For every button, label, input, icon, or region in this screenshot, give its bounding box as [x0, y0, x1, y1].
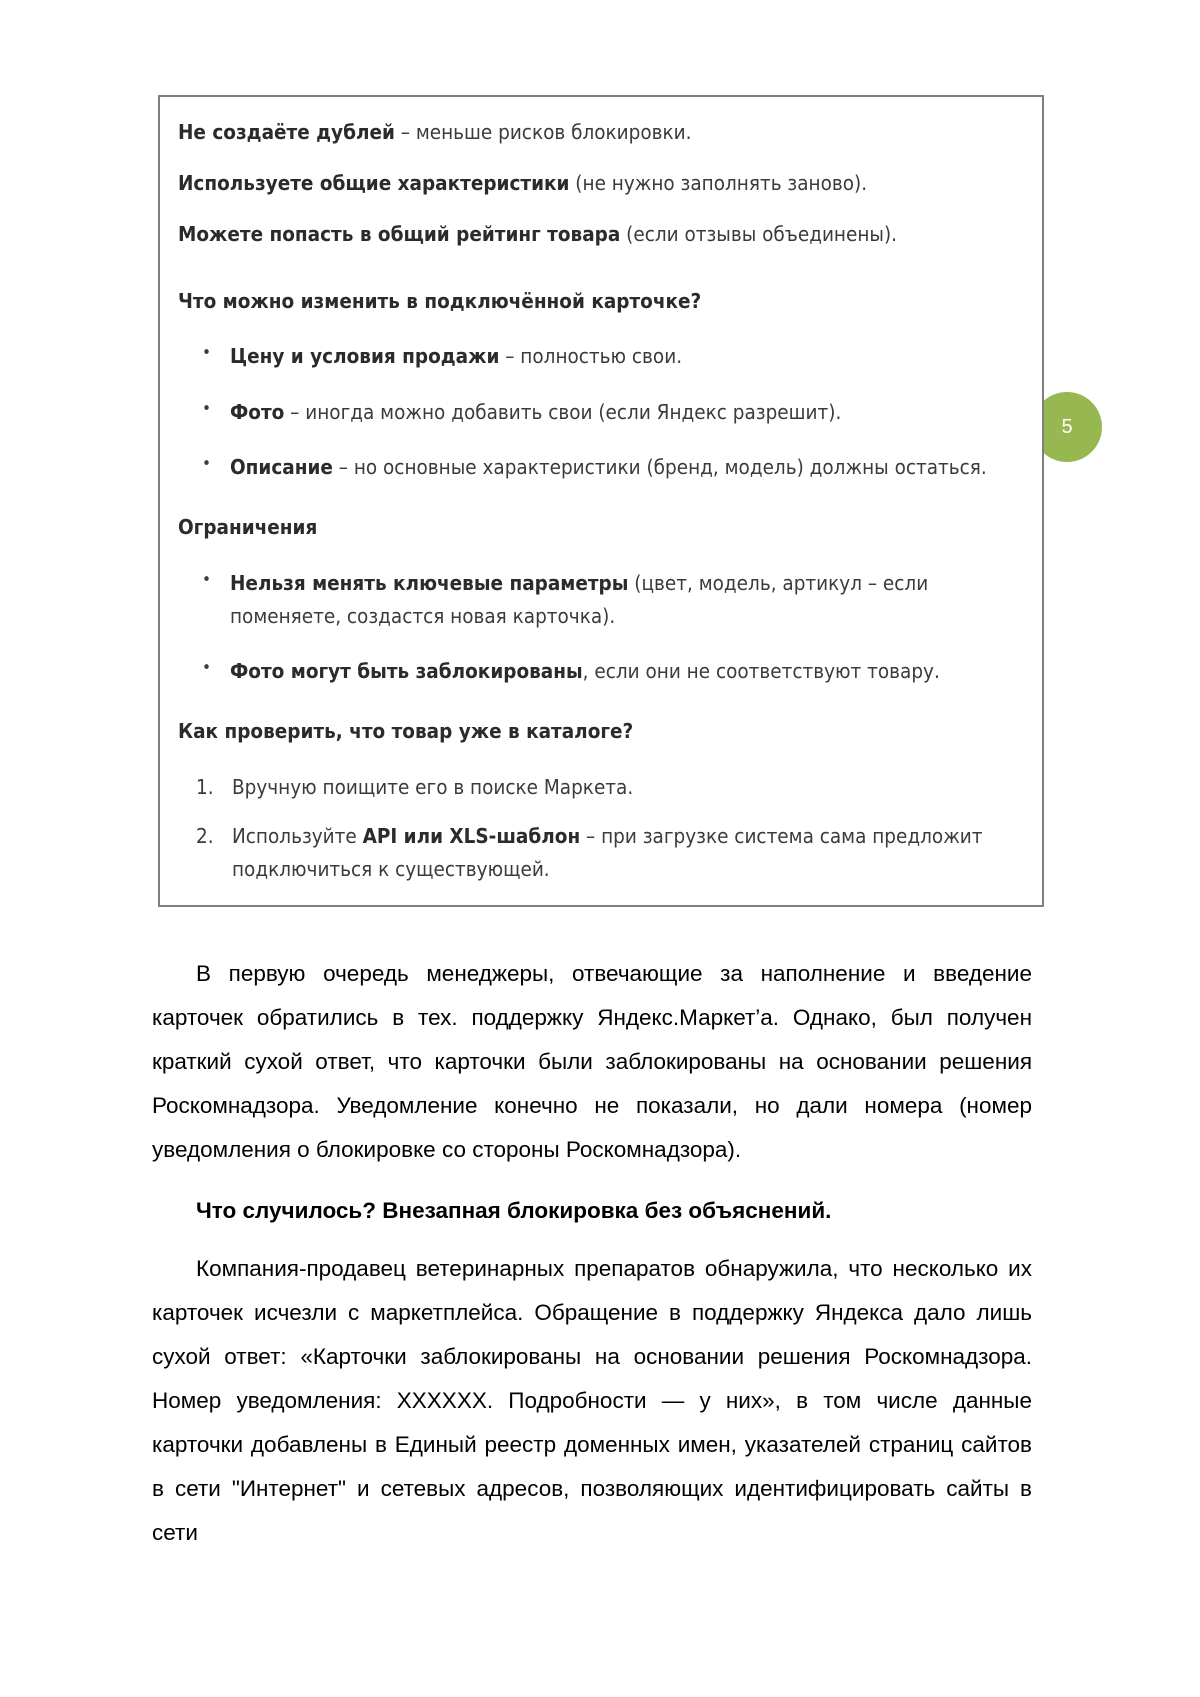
list-item-bold: Описание [230, 454, 333, 479]
list-item-rest: – полностью свои. [499, 344, 683, 369]
callout-intro-line-3-bold: Можете попасть в общий рейтинг товара [178, 222, 621, 247]
list-item-post: – при загрузке система сама предложит подключиться к существующей. [232, 824, 983, 882]
callout-box [158, 95, 1044, 907]
list-item-number [196, 820, 214, 853]
bullet-icon: • [202, 569, 212, 590]
body-paragraph-2: Компания-продавец ветеринарных препаратов обнаружила, что несколько их карточек исчезли с маркетплейса. Обращение в поддержку Яндекса дало лишь сухой ответ: «Карточки заблокированы на основании решения Роскомнадзора. Номер уведомления: XXXXXX. Подробности — у них», в том числе данные карточки добавлены в Единый реестр доменных имен, указателей страниц сайтов в сети "Интернет" и сетевых адресов, позволяющих идентифицировать сайты в сети [152, 1256, 1032, 1545]
callout-intro-line-3-rest: (если отзывы объединены). [620, 222, 898, 247]
body-paragraph-1: В первую очередь менеджеры, отвечающие за наполнение и введение карточек обратились в тех. поддержку Яндекс.Маркет’а. Однако, был получен краткий сухой ответ, что карточки были заблокированы на основании решения Роскомнадзора. Уведомление конечно не показали, но дали номера (номер уведомления о блокировке со стороны Роскомнадзора). [152, 961, 1032, 1162]
list-item [232, 771, 1014, 804]
body-text-block [152, 952, 1032, 1554]
list-item-rest: (цвет, модель, артикул – если поменяете, создастся новая карточка). [230, 570, 929, 628]
body-heading-1: Что случилось? Внезапная блокировка без объяснений. [196, 1198, 832, 1224]
list-item [202, 396, 1014, 429]
callout-intro-line-2-rest: (не нужно заполнять заново). [569, 171, 868, 196]
callout-intro-line-2-bold: Используете общие характеристики [178, 171, 570, 196]
page-number-badge: 5 [1032, 392, 1102, 462]
callout-heading-limits: Ограничения [178, 514, 318, 539]
bullet-icon: • [202, 343, 212, 364]
list-item-rest: , если они не соответствуют товару. [582, 659, 940, 683]
list-item [202, 567, 1014, 633]
bullet-icon: • [202, 658, 212, 678]
list-item [202, 451, 1014, 484]
list-item-bold: Фото [230, 399, 285, 424]
bullet-icon: • [202, 453, 212, 474]
bullet-icon: • [202, 398, 212, 419]
list-item-bold: Фото могут быть заблокированы [230, 659, 583, 683]
list-item [232, 820, 1014, 886]
callout-heading-change: Что можно изменить в подключённой карточке? [178, 288, 702, 313]
callout-heading-check: Как проверить, что товар уже в каталоге? [178, 719, 634, 744]
callout-content [160, 97, 1042, 886]
callout-change-list [178, 340, 1014, 484]
list-item-bold: Цену и условия продажи [230, 344, 500, 369]
list-item [202, 340, 1014, 373]
callout-intro-line-1 [178, 119, 1014, 145]
list-item-number [196, 771, 214, 804]
list-item-pre: Используйте [232, 824, 363, 849]
callout-intro-line-1-rest: – меньше рисков блокировки. [394, 120, 692, 144]
callout-intro-line-3 [178, 221, 1014, 247]
list-item-rest: – иногда можно добавить свои (если Яндекс разрешит). [284, 399, 842, 424]
list-item-pre: Вручную поищите его в поиске Маркета. [232, 774, 634, 799]
list-item-bold: Нельзя менять ключевые параметры [230, 570, 629, 595]
callout-intro-line-2 [178, 170, 1014, 196]
callout-check-list [178, 771, 1014, 887]
list-item-rest: – но основные характеристики (бренд, модель) должны остаться. [332, 454, 987, 479]
list-item [202, 655, 1014, 688]
callout-limits-list [178, 567, 1014, 689]
callout-intro-line-1-bold: Не создаёте дублей [178, 120, 395, 144]
list-item-bold: API или XLS-шаблон [362, 824, 581, 849]
